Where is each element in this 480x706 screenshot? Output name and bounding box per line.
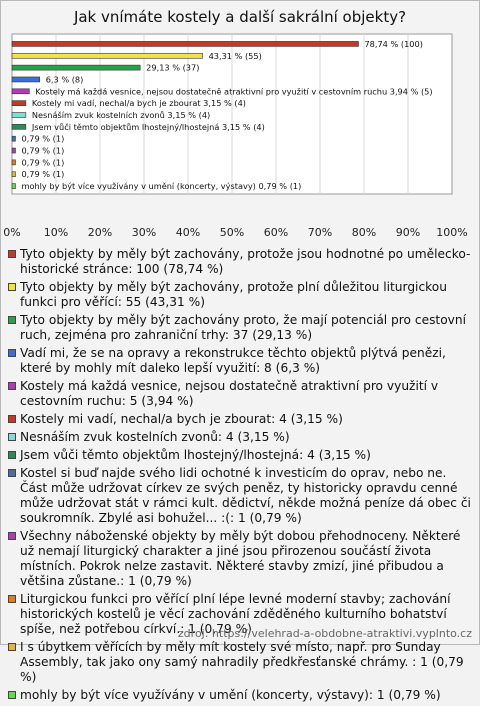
legend-item [8,247,474,277]
legend-label: Tyto objekty by měly být zachovány, protože plní důležitou liturgickou funkci pro věřící: 55 (43,31 %) [20,280,447,309]
bar-data-label: 43,31 % (55) [209,51,262,61]
bar-chart [0,0,480,245]
legend-item [8,529,474,589]
source-link[interactable]: zdroj: https://velehrad-a-obdobne-atraktivi.vyplnto.cz [178,627,472,640]
legend-label: mohly by být více využívány v umění (koncerty, výstavy): 1 (0,79 %) [20,688,441,702]
bar [12,89,29,94]
bar-data-label: Kostely má každá vesnice, nejsou dostatečně atraktivní pro využití v cestovním ruchu 3,94 % (5) [35,86,432,96]
legend-item [8,688,474,703]
legend-swatch [8,595,16,603]
legend-swatch [8,433,16,441]
bar-data-label: 0,79 % (1) [21,169,64,179]
x-tick-label: 60% [264,226,288,239]
bar-data-label: 29,13 % (37) [146,63,199,73]
bar-data-label: Jsem vůči těmto objektům lhostejný/lhostejná 3,15 % (4) [31,122,265,132]
bar-data-label: 0,79 % (1) [21,157,64,167]
bar-data-label: 6,3 % (8) [46,74,84,84]
legend-item [8,379,474,409]
x-tick-label: 80% [352,226,376,239]
bar [12,124,26,129]
bar [12,53,203,58]
legend-item [8,466,474,526]
x-tick-label: 90% [396,226,420,239]
legend-item [8,280,474,310]
legend-label: Nesnáším zvuk kostelních zvonů: 4 (3,15 %) [20,430,290,444]
legend-swatch [8,532,16,540]
legend-label: Všechny náboženské objekty by měly být dobou přehodnoceny. Některé už nemají liturgický charakter a jiné jsou přirozenou součástí života místních. Pokrok nelze zastavit. Některé stavby zmizí, jiné přibudou a většina zůstane.: 1 (0,79 %) [20,529,460,588]
x-tick-label: 50% [220,226,244,239]
legend-label: Tyto objekty by měly být zachovány, protože jsou hodnotné po umělecko-historické stránce: 100 (78,74 %) [20,247,470,276]
bar-data-label: mohly by být více využívány v umění (koncerty, výstavy) 0,79 % (1) [21,181,301,191]
legend-item [8,412,474,427]
legend-item [8,430,474,445]
x-tick-label: 30% [132,226,156,239]
bar [12,148,15,153]
x-tick-label: 10% [44,226,68,239]
legend-item [8,313,474,343]
legend-label: Tyto objekty by měly být zachovány proto, že mají potenciál pro cestovní ruch, zejména pro zahraniční trhy: 37 (29,13 %) [20,313,466,342]
x-tick-label: 70% [308,226,332,239]
legend-label: Kostely má každá vesnice, nejsou dostatečně atraktivní pro využití v cestovním ruchu: 5 (3,94 %) [20,379,438,408]
legend-swatch [8,382,16,390]
legend-swatch [8,691,16,699]
bar [12,113,26,118]
legend-item [8,640,474,685]
bar [12,77,40,82]
bar-data-label: Nesnáším zvuk kostelních zvonů 3,15 % (4) [32,110,210,120]
bar [12,101,26,106]
chart-title: Jak vnímáte kostely a další sakrální objekty? [0,8,480,26]
legend-label: I s úbytkem věřících by měly mít kostely své místo, např. pro Sunday Assembly, tak jako ony samý nahradily předkřesťanské chrámy. : 1 (0,79 %) [20,640,464,684]
x-tick-label: 20% [88,226,112,239]
x-tick-label: 100% [436,226,467,239]
legend-label: Kostely mi vadí, nechal/a bych je zbourat: 4 (3,15 %) [20,412,343,426]
legend-swatch [8,283,16,291]
legend-swatch [8,415,16,423]
legend-label: Liturgickou funkci pro věřící plní lépe levné moderní stavby; zachování historických kostelů je věcí zachování zděděného kulturního bohatství spíše, než potřebou církví.: 1 (0,79 %) [20,592,451,636]
x-tick-label: 40% [176,226,200,239]
bar-data-label: 78,74 % (100) [364,39,422,49]
legend-swatch [8,451,16,459]
legend-label: Jsem vůči těmto objektům lhostejný/lhostejná: 4 (3,15 %) [20,448,371,462]
bar [12,184,15,189]
bar-data-label: 0,79 % (1) [21,146,64,156]
legend-swatch [8,349,16,357]
bar-data-label: 0,79 % (1) [21,134,64,144]
bar [12,65,140,70]
bar [12,172,15,177]
bar [12,160,15,165]
legend-swatch [8,643,16,651]
bar [12,136,15,141]
bar [12,41,358,46]
legend-swatch [8,250,16,258]
legend-label: Vadí mi, že se na opravy a rekonstrukce těchto objektů plýtvá penězi, které by mohly mít daleko lepší využití: 8 (6,3 %) [20,346,446,375]
legend-label: Kostel si buď najde svého lidi ochotné k investicím do oprav, nebo ne. Část může udržovat církev ze svých peněz, ty historicky opravdu cenné může udržovat stát v rámci kult. dědictví, někde možná peníze dá obec či soukromník. Zbylé asi bohužel... :(: 1 (0,79 %) [20,466,471,525]
legend-swatch [8,316,16,324]
bar-data-label: Kostely mi vadí, nechal/a bych je zbourat 3,15 % (4) [32,98,246,108]
x-tick-label: 0% [3,226,20,239]
legend-swatch [8,469,16,477]
legend-item [8,448,474,463]
legend-item [8,346,474,376]
